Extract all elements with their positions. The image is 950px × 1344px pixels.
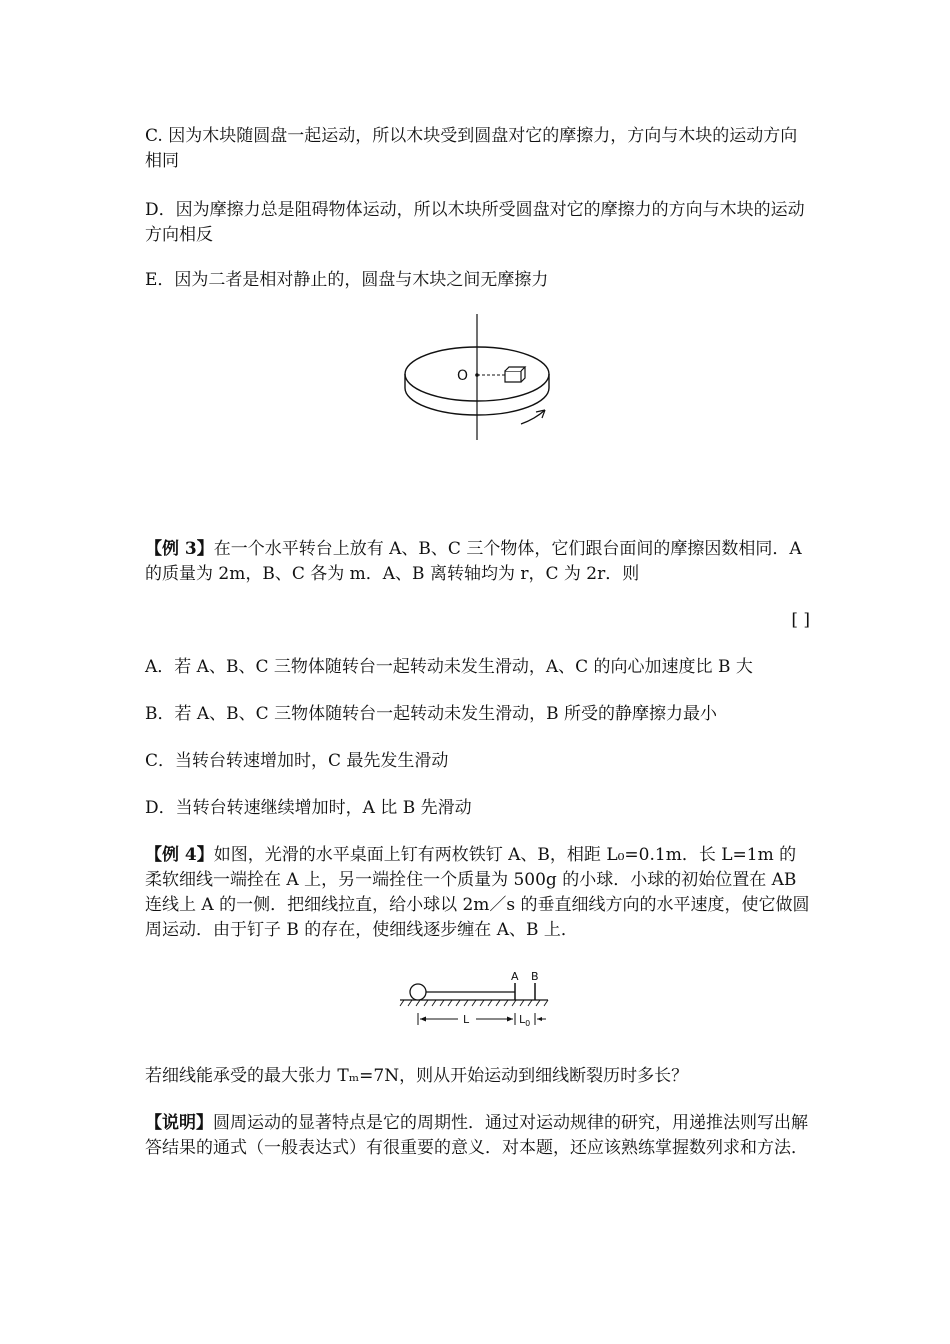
example4-tag: 【例 4】 xyxy=(145,845,214,865)
example4-paragraph xyxy=(145,843,810,943)
example3-text: 在一个水平转台上放有 A、B、C 三个物体，它们跟台面间的摩擦因数相同．A 的质量为 2m，B、C 各为 m．A、B 离转轴均为 r，C 为 2r．则 xyxy=(145,539,802,584)
answer-bracket: [ ] xyxy=(791,610,810,630)
disk-figure xyxy=(395,312,575,452)
example4-text: 如图，光滑的水平桌面上钉有两枚铁钉 A、B，相距 L₀=0.1m．长 L=1m 的柔软细线一端拴在 A 上，另一端拴住一个质量为 500g 的小球．小球的初始位置在 AB 连线上 A 的一侧．把细线拉直，给小球以 2m／s 的垂直细线方向的水平速度，使它做圆周运动．由于钉子 B 的存在，使细线逐步缠在 A、B 上． xyxy=(145,845,810,940)
example3-option-c: C．当转台转速增加时，C 最先发生滑动 xyxy=(145,751,449,771)
nails-figure xyxy=(398,968,558,1032)
example3-paragraph xyxy=(145,537,810,587)
option-c-q2: C. 因为木块随圆盘一起运动，所以木块受到圆盘对它的摩擦力，方向与木块的运动方向相同 xyxy=(145,126,798,171)
example3-option-a: A．若 A、B、C 三物体随转台一起转动未发生滑动，A、C 的向心加速度比 B 大 xyxy=(145,657,753,677)
nail-a-label: A xyxy=(511,970,519,983)
center-label-o: O xyxy=(457,368,469,384)
note-text: 圆周运动的显著特点是它的周期性．通过对运动规律的研究，用递推法则写出解答结果的通式（一般表达式）有很重要的意义．对本题，还应该熟练掌握数列求和方法． xyxy=(145,1113,808,1158)
example4-question: 若细线能承受的最大张力 Tₘ=7N，则从开始运动到细线断裂历时多长？ xyxy=(145,1066,689,1086)
length-l-label: L xyxy=(463,1013,470,1026)
example3-tag: 【例 3】 xyxy=(145,539,214,559)
option-e-q2: E．因为二者是相对静止的，圆盘与木块之间无摩擦力 xyxy=(145,270,549,290)
nail-b-label: B xyxy=(531,970,539,983)
example3-option-b: B．若 A、B、C 三物体随转台一起转动未发生滑动，B 所受的静摩擦力最小 xyxy=(145,704,717,724)
option-d-q2: D．因为摩擦力总是阻碍物体运动，所以木块所受圆盘对它的摩擦力的方向与木块的运动方向相反 xyxy=(145,200,805,245)
length-l0-label: $L_0$ xyxy=(519,1013,531,1028)
note-tag: 【说明】 xyxy=(145,1113,213,1133)
example3-option-d: D．当转台转速继续增加时，A 比 B 先滑动 xyxy=(145,798,472,818)
note-paragraph xyxy=(145,1111,810,1161)
